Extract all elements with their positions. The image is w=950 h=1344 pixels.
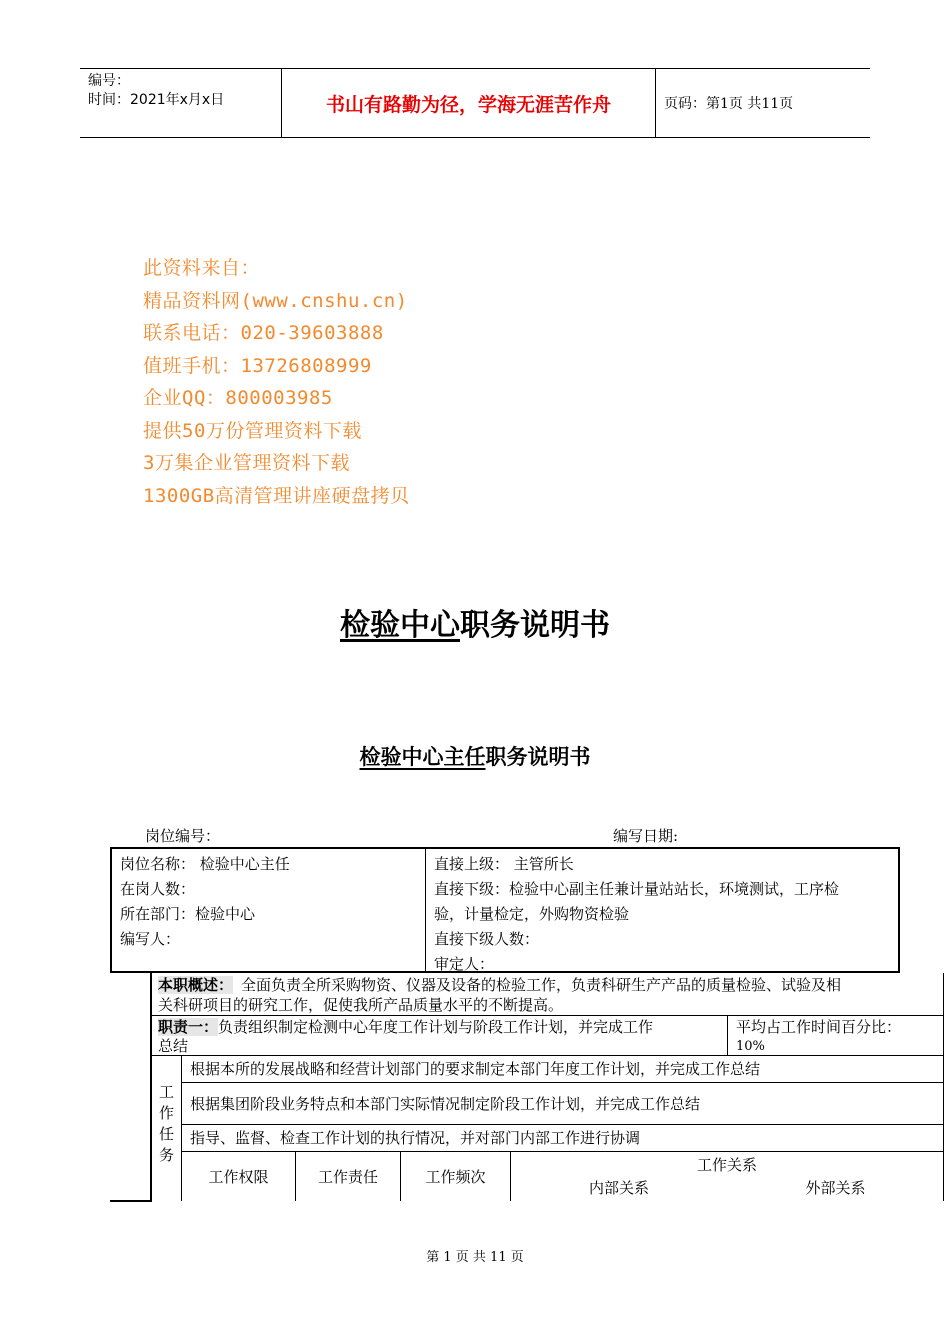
duty-time-value: 10% (736, 1039, 765, 1054)
document-subtitle-rest: 职务说明书 (485, 745, 591, 769)
col-relations (510, 1151, 943, 1201)
header-motto: 书山有路勤为径，学海无涯苦作舟 (282, 69, 656, 137)
col-authority: 工作权限 (181, 1151, 295, 1201)
page-footer: 第 1 页 共 11 页 (426, 1250, 524, 1265)
duties-table (150, 973, 944, 1201)
source-line: 1300GB高清管理讲座硬盘拷贝 (143, 484, 410, 507)
source-line: 值班手机：13726808999 (143, 354, 372, 377)
summary-label: 本职概述： (158, 976, 234, 994)
department: 所在部门：检验中心 (120, 905, 256, 923)
header-code: 编号： (88, 73, 130, 89)
post-info-right (426, 849, 898, 971)
direct-superior: 直接上级： 主管所长 (434, 855, 574, 873)
document-subtitle-underlined: 检验中心主任 (359, 745, 486, 769)
col-frequency: 工作频次 (400, 1151, 510, 1201)
duty-text-cont: 总结 (158, 1037, 189, 1055)
task-label-char: 工 (159, 1083, 175, 1101)
task-label-char: 作 (159, 1104, 175, 1122)
document-title-underlined: 检验中心 (340, 608, 460, 643)
summary-text-cont: 关科研项目的研究工作，促使我所产品质量水平的不断提高。 (158, 996, 564, 1014)
post-info-left (112, 849, 426, 971)
source-line: 3万集企业管理资料下载 (143, 452, 350, 474)
col-relations-label: 工作关系 (696, 1156, 757, 1174)
staff-count: 在岗人数： (120, 880, 196, 898)
duty-cell (152, 1015, 727, 1055)
post-info-table (110, 847, 900, 973)
document-subtitle (0, 741, 950, 771)
header-meta-cell (80, 69, 282, 137)
source-line: 精品资料网(www.cnshu.cn) (143, 289, 408, 312)
header-date: 时间：2021年x月x日 (88, 92, 225, 108)
task-label-char: 务 (159, 1146, 175, 1164)
subordinate-count: 直接下级人数： (434, 930, 540, 948)
task-item: 指导、监督、检查工作计划的执行情况，并对部门内部工作进行协调 (181, 1124, 943, 1151)
post-name: 岗位名称： 检验中心主任 (120, 855, 290, 873)
summary-text: 全面负责全所采购物资、仪器及设备的检验工作，负责科研生产产品的质量检验、试验及相 (241, 976, 842, 994)
source-line: 提供50万份管理资料下载 (143, 419, 362, 442)
header-page-number: 页码：第1页 共11页 (664, 96, 794, 112)
writer: 编写人： (120, 930, 181, 948)
task-item: 根据集团阶段业务特点和本部门实际情况制定阶段工作计划，并完成工作总结 (181, 1082, 943, 1124)
task-item: 根据本所的发展战略和经营计划部门的要求制定本部门年度工作计划，并完成工作总结 (181, 1055, 943, 1082)
write-date-label: 编写日期: (613, 827, 679, 845)
source-line: 企业QQ：800003985 (143, 387, 333, 409)
document-title-rest: 职务说明书 (460, 608, 610, 643)
task-label-cell (152, 1055, 181, 1201)
source-line: 联系电话：020-39603888 (143, 322, 384, 344)
duty-label: 职责一： (158, 1018, 219, 1036)
source-info-block (143, 252, 410, 512)
direct-subordinate: 直接下级：检验中心副主任兼计量站站长，环境测试，工序检 (434, 880, 840, 898)
approver: 审定人： (434, 955, 495, 973)
page-header (80, 68, 870, 138)
duty-time-label: 平均占工作时间百分比： (736, 1018, 902, 1036)
table-bottom-rule (110, 1200, 152, 1202)
document-title (0, 600, 950, 644)
col-responsibility: 工作责任 (295, 1151, 400, 1201)
post-code-label: 岗位编号： (145, 827, 221, 845)
duty-text: 负责组织制定检测中心年度工作计划与阶段工作计划，并完成工作 (218, 1018, 654, 1036)
source-line: 此资料来自： (143, 257, 261, 279)
task-label-char: 任 (159, 1125, 175, 1143)
direct-subordinate-cont: 验，计量检定，外购物资检验 (434, 905, 630, 923)
duty-time-cell (727, 1015, 943, 1055)
col-external: 外部关系 (805, 1179, 866, 1197)
summary-cell (158, 975, 940, 1015)
col-internal: 内部关系 (588, 1179, 649, 1197)
